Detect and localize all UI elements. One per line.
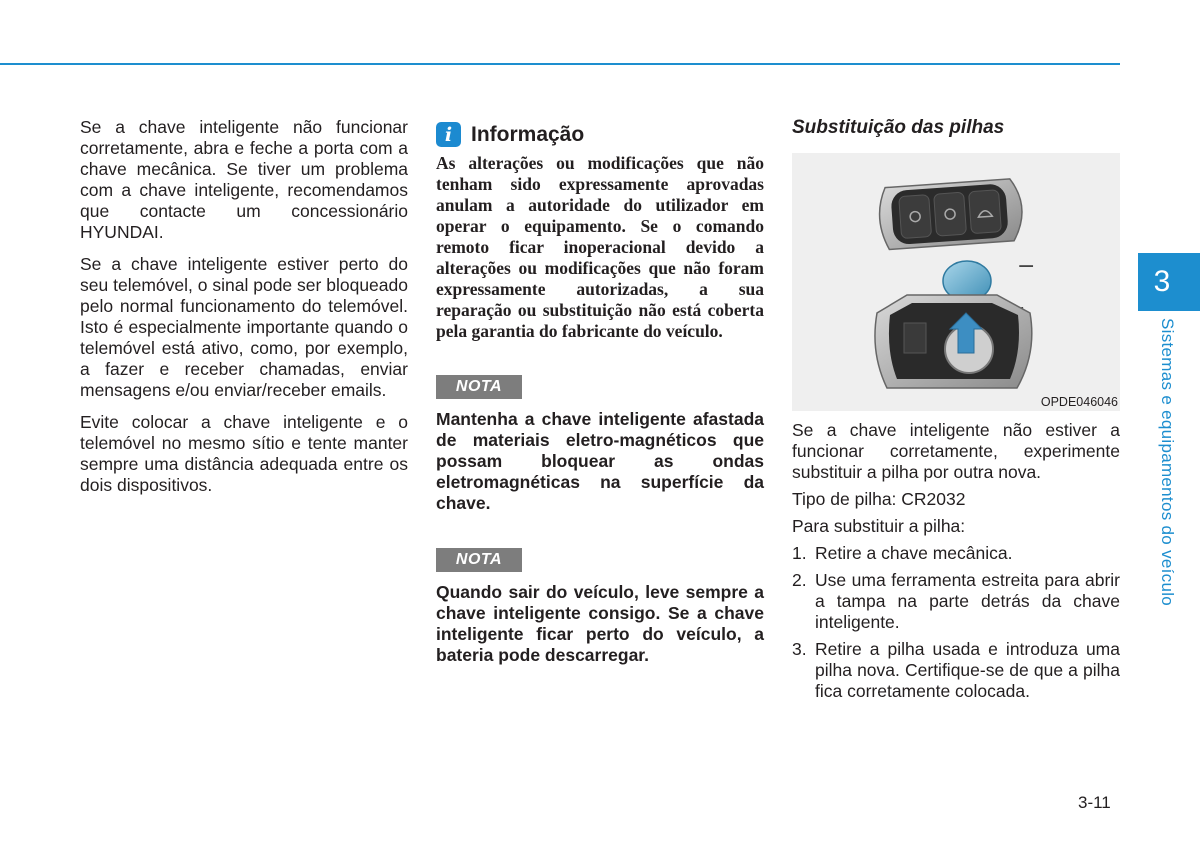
battery-replacement-figure [792, 153, 1120, 411]
step-number: 1. [792, 543, 807, 563]
nota-text: Quando sair do veículo, leve sempre a chave inteligente consigo. Se a chave inteligente ficar perto do veículo, a bateria pode descarregar. [436, 582, 764, 665]
page-number: 3-11 [1078, 793, 1111, 812]
steps-intro: Para substituir a pilha: [792, 516, 966, 536]
key-back [875, 295, 1032, 388]
nota-badge: NOTA [436, 375, 522, 399]
header-rule [0, 63, 1120, 65]
column-right [792, 117, 1120, 708]
smart-key-illustration [792, 153, 1120, 411]
section-title: Substituição das pilhas [792, 117, 1005, 138]
paragraph: Se a chave inteligente estiver perto do seu telemóvel, o sinal pode ser bloqueado pelo normal funcionamento do telemóvel. Isto é especialmente importante quando o telemóvel está ativo, como, por exemplo, a fazer e receber chamadas, enviar mensagens e/ou enviar/receber emails. [80, 254, 408, 400]
chapter-tab [1138, 253, 1200, 311]
column-left [80, 117, 408, 507]
step-number: 2. [792, 570, 807, 590]
paragraph: Evite colocar a chave inteligente e o telemóvel no mesmo sítio e tente manter sempre uma distância adequada entre os dois dispositivos. [80, 412, 408, 495]
battery-type: Tipo de pilha: CR2032 [792, 489, 966, 509]
paragraph: Se a chave inteligente não funcionar corretamente, abra e feche a porta com a chave mecânica. Se tiver um problema com a chave inteligente, recomendamos que contacte um concessionário HYUNDAI. [80, 117, 408, 242]
chapter-number: 3 [1153, 265, 1171, 298]
step-text: Retire a chave mecânica. [815, 543, 1013, 563]
step-text: Retire a pilha usada e introduza uma pilha nova. Certifique-se de que a pilha fica corretamente colocada. [815, 639, 1120, 701]
nota-badge: NOTA [436, 548, 522, 572]
figure-code: OPDE046046 [1040, 395, 1118, 409]
list-item [792, 543, 1120, 564]
info-title: Informação [471, 122, 585, 146]
key-front [878, 178, 1024, 250]
info-text: As alterações ou modificações que não tenham sido expressamente aprovadas anulam a autoridade do utilizador em operar o equipamento. Se o comando remoto ficar inoperacional devido a alterações ou modificações que não foram expressamente autorizadas, a sua reparação ou substituição não está coberta pela garantia do fabricante do veículo. [436, 153, 764, 341]
step-text: Use uma ferramenta estreita para abrir a tampa na parte detrás da chave inteligente. [815, 570, 1120, 632]
steps-list [792, 543, 1120, 702]
column-middle [436, 120, 764, 666]
step-number: 3. [792, 639, 807, 659]
paragraph: Se a chave inteligente não estiver a funcionar corretamente, experimente substituir a pilha por outra nova. [792, 420, 1120, 482]
info-icon: i [436, 122, 461, 147]
info-header [436, 122, 764, 147]
nota-text: Mantenha a chave inteligente afastada de materiais eletro-magnéticos que possam bloquear as ondas eletromagnéticas na superfície da chave. [436, 409, 764, 513]
list-item [792, 570, 1120, 633]
list-item [792, 639, 1120, 702]
minus-sign: − [1017, 254, 1036, 279]
chapter-title: Sistemas e equipamentos do veículo [1158, 318, 1177, 607]
